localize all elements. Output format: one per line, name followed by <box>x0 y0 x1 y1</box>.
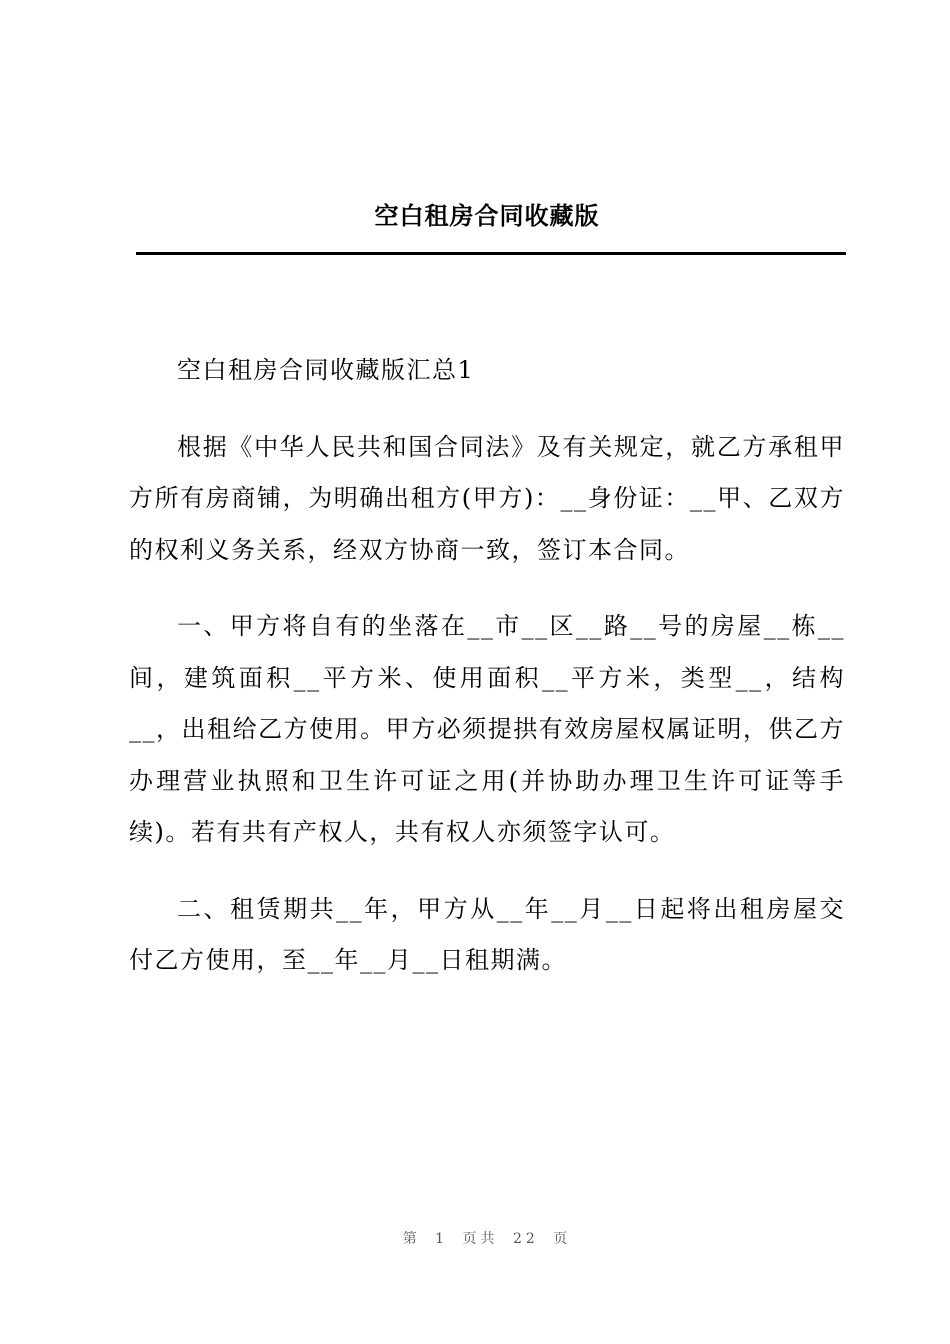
paragraph-clause-2: 二、租赁期共__年，甲方从__年__月__日起将出租房屋交付乙方使用，至__年__月__日租期满。 <box>129 894 845 974</box>
paragraph-preamble: 根据《中华人民共和国合同法》及有关规定，就乙方承租甲方所有房商铺，为明确出租方(甲方)：__身份证：__甲、乙双方的权利义务关系，经双方协商一致，签订本合同。 <box>129 432 845 564</box>
page-number-footer: 第 1 页共 22 页 <box>402 1231 572 1247</box>
document-body <box>129 345 845 1012</box>
paragraph-clause-1: 一、甲方将自有的坐落在__市__区__路__号的房屋__栋__间，建筑面积__平方米、使用面积__平方米，类型__，结构__，出租给乙方使用。甲方必须提拱有效房屋权属证明，供乙方办理营业执照和卫生许可证之用(并协助办理卫生许可证等手续)。若有共有产权人，共有权人亦须签字认可。 <box>129 612 845 846</box>
section-heading: 空白租房合同收藏版汇总1 <box>177 356 475 384</box>
document-title: 空白租房合同收藏版 <box>374 202 600 230</box>
title-divider <box>136 252 846 255</box>
